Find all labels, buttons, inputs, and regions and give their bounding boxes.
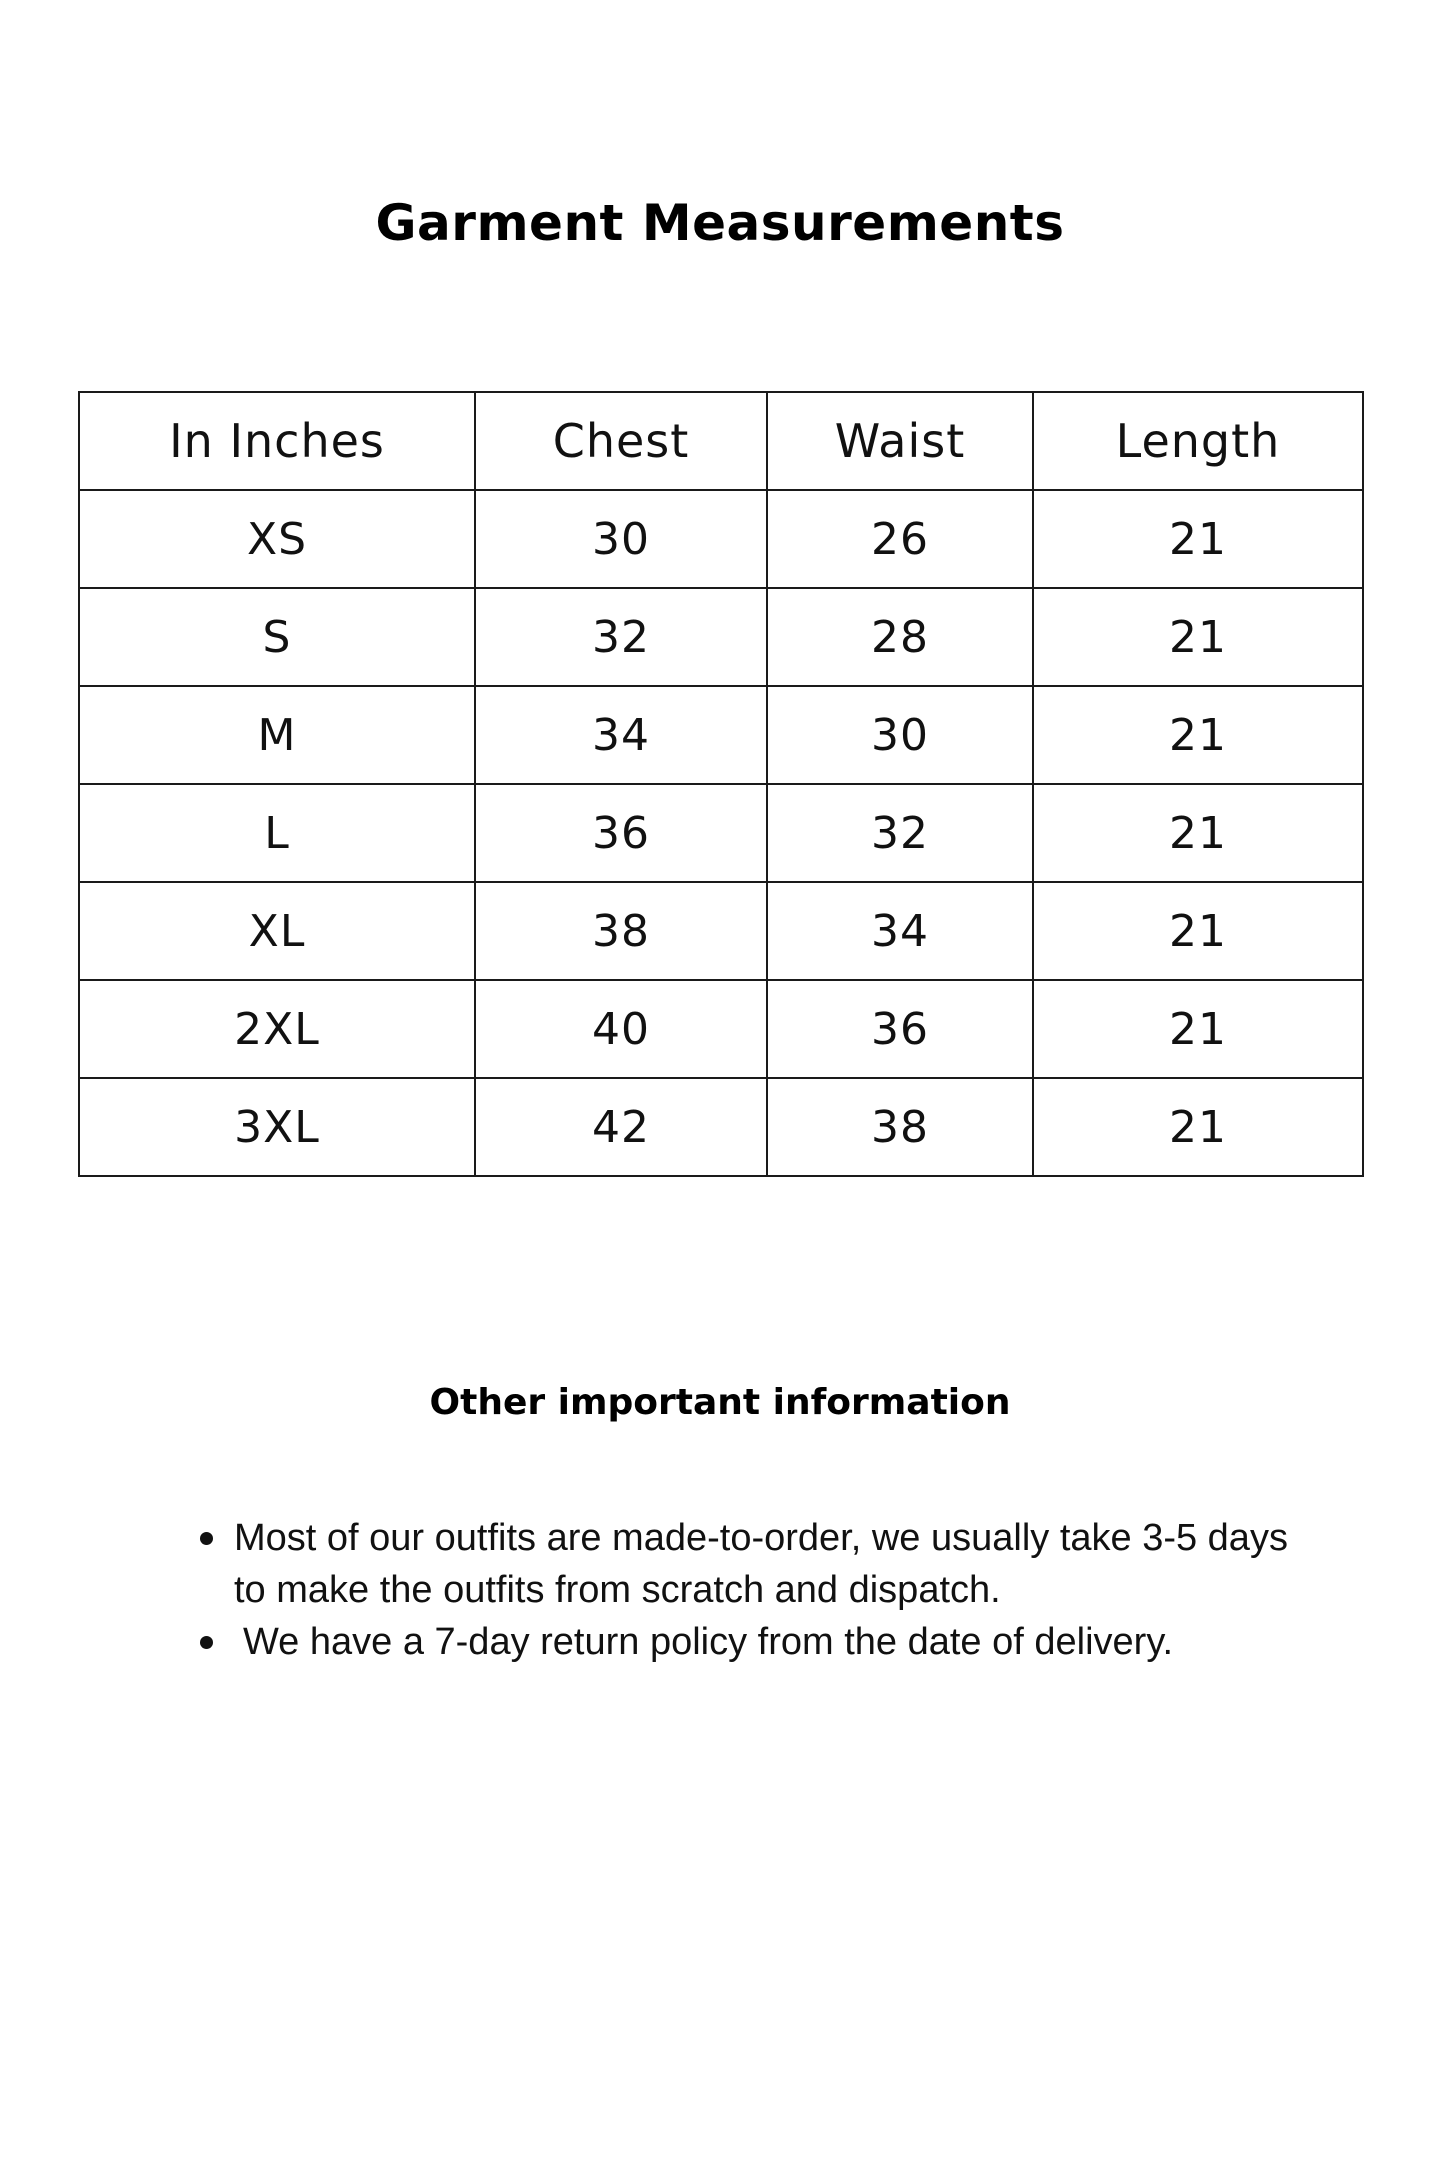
table-row	[79, 686, 1363, 784]
length-cell: 21	[1033, 490, 1363, 588]
size-cell: 2XL	[79, 980, 475, 1078]
size-cell: XS	[79, 490, 475, 588]
size-cell: 3XL	[79, 1078, 475, 1176]
header-chest: Chest	[475, 392, 767, 490]
chest-cell: 32	[475, 588, 767, 686]
bullet-icon	[200, 1636, 213, 1649]
info-heading: Other important information	[429, 1382, 1011, 1423]
size-cell: M	[79, 686, 475, 784]
table-row	[79, 980, 1363, 1078]
waist-cell: 36	[767, 980, 1033, 1078]
bullet-icon	[200, 1532, 213, 1545]
chest-cell: 40	[475, 980, 767, 1078]
list-item	[196, 1512, 1316, 1616]
info-text: We have a 7-day return policy from the date of delivery.	[243, 1621, 1174, 1663]
list-item	[196, 1616, 1316, 1668]
chest-cell: 36	[475, 784, 767, 882]
waist-cell: 34	[767, 882, 1033, 980]
table-row	[79, 490, 1363, 588]
table-row	[79, 1078, 1363, 1176]
chest-cell: 42	[475, 1078, 767, 1176]
table-row	[79, 588, 1363, 686]
size-cell: S	[79, 588, 475, 686]
waist-cell: 32	[767, 784, 1033, 882]
size-cell: XL	[79, 882, 475, 980]
waist-cell: 30	[767, 686, 1033, 784]
size-chart-table	[78, 391, 1364, 1177]
waist-cell: 38	[767, 1078, 1033, 1176]
info-list	[196, 1512, 1316, 1668]
length-cell: 21	[1033, 588, 1363, 686]
chest-cell: 38	[475, 882, 767, 980]
chest-cell: 30	[475, 490, 767, 588]
length-cell: 21	[1033, 784, 1363, 882]
table-row	[79, 882, 1363, 980]
length-cell: 21	[1033, 882, 1363, 980]
size-cell: L	[79, 784, 475, 882]
header-waist: Waist	[767, 392, 1033, 490]
chest-cell: 34	[475, 686, 767, 784]
length-cell: 21	[1033, 1078, 1363, 1176]
page-title: Garment Measurements	[375, 194, 1065, 252]
length-cell: 21	[1033, 686, 1363, 784]
waist-cell: 26	[767, 490, 1033, 588]
table-header-row	[79, 392, 1363, 490]
table-row	[79, 784, 1363, 882]
length-cell: 21	[1033, 980, 1363, 1078]
header-length: Length	[1033, 392, 1363, 490]
header-unit: In Inches	[79, 392, 475, 490]
info-text: Most of our outfits are made-to-order, we usually take 3-5 days to make the outfits from scratch and dispatch.	[234, 1517, 1288, 1611]
waist-cell: 28	[767, 588, 1033, 686]
